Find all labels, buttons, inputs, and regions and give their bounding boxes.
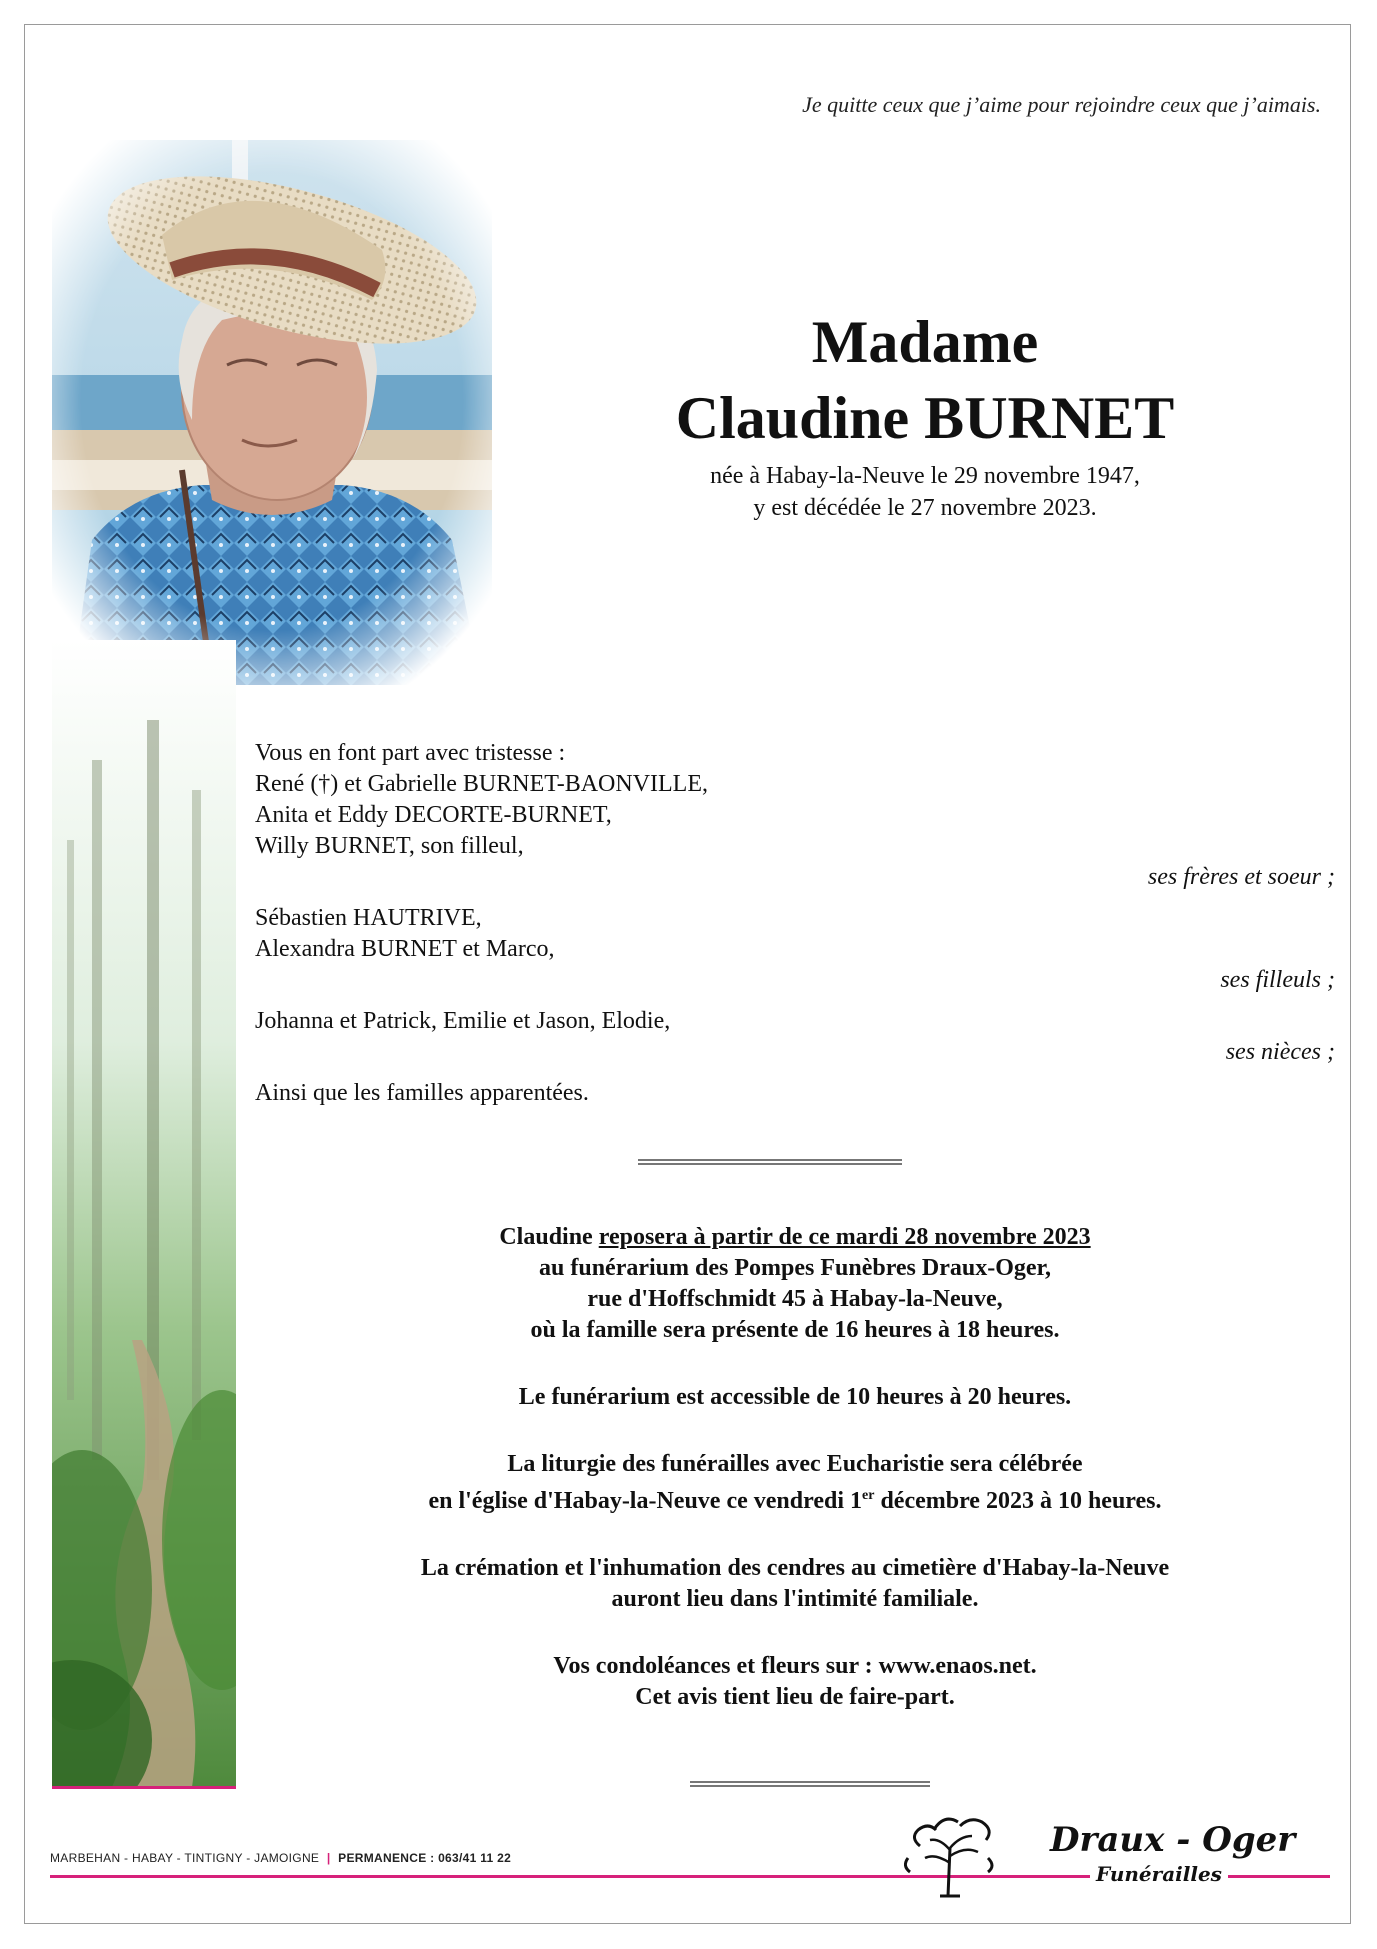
cremation-paragraph: La crémation et l'inhumation des cendres au cimetière d'Habay-la-Neuve auront lieu dans l'intimité familiale. [420,1555,1170,1612]
footer-separator: | [326,1851,331,1865]
funeral-info [255,1222,1335,1749]
family-relation: ses frères et soeur ; [1147,864,1335,890]
deceased-dates [560,460,1290,524]
forest-path-image [52,640,236,1787]
visitation-paragraph: Claudine reposera à partir de ce mardi 28 novembre 2023 au funérarium des Pompes Funèbres Draux-Oger, rue d'Hoffschmidt 45 à Habay-la-Neuve, où la famille sera présente de 16 heures à 18 heures. [499,1224,1091,1343]
death-line: y est décédée le 27 novembre 2023. [753,495,1097,521]
epitaph-quote: Je quitte ceux que j’aime pour rejoindre ceux que j’aimais. [802,92,1321,117]
forest-accent-line [52,1786,236,1789]
family-line: Johanna et Patrick, Emilie et Jason, Elodie, [255,1008,671,1034]
family-line: Willy BURNET, son filleul, [255,833,524,859]
logo-brand-name: Draux - Oger [1050,1820,1296,1860]
footer-permanence: PERMANENCE : 063/41 11 22 [338,1851,512,1865]
family-line: Sébastien HAUTRIVE, [255,905,482,931]
portrait-photo [52,140,492,685]
family-closing: Ainsi que les familles apparentées. [255,1080,589,1106]
family-relation: ses filleuls ; [1220,967,1335,993]
condolences-paragraph: Vos condoléances et fleurs sur : www.enaos.net. Cet avis tient lieu de faire-part. [553,1653,1037,1710]
family-intro: Vous en font part avec tristesse : [255,740,566,766]
liturgy-paragraph: La liturgie des funérailles avec Eucharistie sera célébrée en l'église d'Habay-la-Neuve ce vendredi 1er décembre 2023 à 10 heures. [428,1451,1162,1514]
tree-logo-icon [900,1808,1000,1903]
deceased-name: Claudine BURNET [675,385,1175,451]
family-relation: ses nièces ; [1225,1039,1335,1065]
birth-line: née à Habay-la-Neuve le 29 novembre 1947, [710,463,1140,489]
deceased-title: Madame [811,309,1039,375]
funerarium-hours: Le funérarium est accessible de 10 heures à 20 heures. [518,1384,1072,1410]
logo-brand-subtitle: Funérailles [1090,1862,1228,1886]
family-line: Anita et Eddy DECORTE-BURNET, [255,802,612,828]
divider [690,1781,930,1787]
footer-contact [50,1851,511,1865]
family-announcement [255,738,1335,1109]
divider [638,1159,902,1165]
footer-locations: MARBEHAN - HABAY - TINTIGNY - JAMOIGNE [50,1851,320,1865]
family-line: René (†) et Gabrielle BURNET-BAONVILLE, [255,771,708,797]
family-line: Alexandra BURNET et Marco, [255,936,555,962]
